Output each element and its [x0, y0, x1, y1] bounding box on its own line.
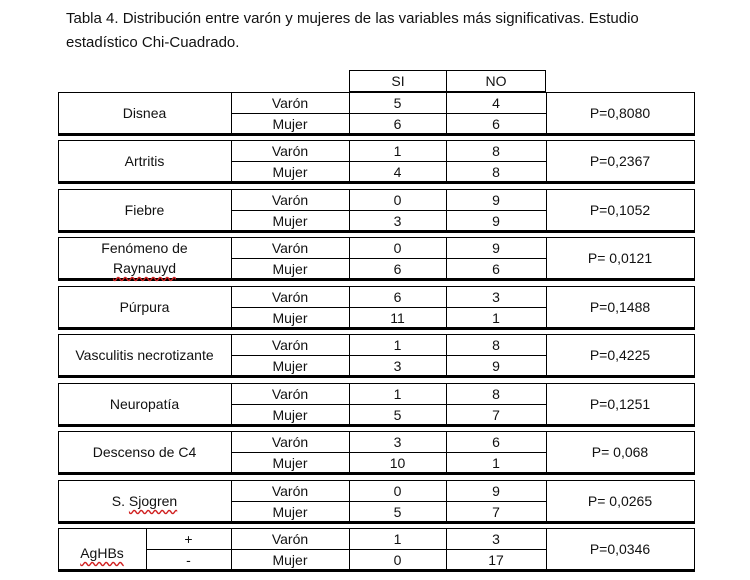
sex-label-varon: Varón — [271, 434, 309, 450]
table-row-block — [58, 383, 695, 427]
count-no-mujer: 7 — [492, 407, 500, 423]
variable-name-main: Sjogren — [128, 493, 178, 509]
caption-line-2: estadístico Chi-Cuadrado. — [66, 34, 240, 51]
sex-label-varon: Varón — [271, 240, 309, 256]
sex-label-mujer: Mujer — [272, 455, 308, 471]
sex-label-mujer: Mujer — [272, 213, 308, 229]
table-row-block — [58, 286, 695, 330]
count-no-varon: 3 — [492, 289, 500, 305]
count-si-mujer: 10 — [389, 455, 406, 471]
count-no-varon: 4 — [492, 95, 500, 111]
cell-border — [694, 189, 695, 233]
count-si-mujer: 0 — [393, 552, 402, 568]
table-row-block — [58, 237, 695, 281]
cell-border — [694, 237, 695, 281]
count-no-varon: 8 — [492, 337, 500, 353]
count-si-mujer: 11 — [390, 310, 405, 326]
count-no-varon: 9 — [492, 483, 500, 499]
sex-label-varon: Varón — [271, 531, 309, 547]
p-value: P=0,4225 — [589, 347, 651, 363]
count-no-mujer: 7 — [492, 504, 500, 520]
sex-label-mujer: Mujer — [272, 407, 308, 423]
count-no-mujer: 6 — [492, 116, 500, 132]
variable-name: Artritis — [124, 153, 165, 169]
variable-name: Púrpura — [119, 299, 170, 315]
header-si: SI — [349, 70, 447, 92]
p-value: P=0,1488 — [589, 299, 651, 315]
count-si-mujer: 6 — [393, 116, 402, 132]
cell-border — [694, 383, 695, 427]
sex-label-mujer: Mujer — [272, 261, 308, 277]
p-value: P=0,0346 — [589, 541, 651, 557]
cell-border — [694, 431, 695, 475]
sex-label-mujer: Mujer — [272, 116, 308, 132]
p-value: P= 0,0121 — [587, 250, 653, 266]
count-si-mujer: 4 — [393, 164, 402, 180]
sex-label-varon: Varón — [271, 192, 309, 208]
cell-border — [694, 92, 695, 136]
sex-label-mujer: Mujer — [272, 552, 308, 568]
cell-border — [694, 286, 695, 330]
count-no-mujer: 8 — [492, 164, 500, 180]
table-row-block — [58, 431, 695, 475]
count-si-varon: 5 — [393, 95, 402, 111]
count-si-varon: 1 — [393, 337, 402, 353]
count-si-varon: 0 — [393, 240, 402, 256]
sub-label-minus: - — [186, 551, 191, 568]
table-row-block — [58, 92, 695, 136]
variable-name: Descenso de C4 — [92, 444, 197, 460]
cell-border — [694, 480, 695, 524]
sex-label-mujer: Mujer — [272, 310, 308, 326]
sex-label-mujer: Mujer — [272, 504, 308, 520]
sex-label-varon: Varón — [271, 95, 309, 111]
variable-name: Fiebre — [124, 202, 165, 218]
header-no: NO — [446, 70, 546, 92]
count-no-mujer: 6 — [492, 261, 500, 277]
count-si-mujer: 5 — [393, 407, 402, 423]
cell-border — [694, 140, 695, 184]
sex-label-varon: Varón — [271, 337, 309, 353]
count-no-varon: 9 — [492, 240, 500, 256]
count-no-varon: 9 — [492, 192, 500, 208]
count-no-mujer: 1 — [492, 455, 500, 471]
count-no-varon: 6 — [492, 434, 500, 450]
count-no-mujer: 9 — [492, 213, 500, 229]
variable-name: Neuropatía — [109, 396, 180, 412]
count-si-mujer: 6 — [393, 261, 402, 277]
variable-name — [58, 538, 146, 568]
count-no-mujer: 1 — [492, 310, 500, 326]
cell-border — [694, 528, 695, 572]
p-value: P=0,1052 — [589, 202, 651, 218]
count-no-mujer: 17 — [488, 552, 504, 568]
variable-name: Disnea — [122, 105, 167, 121]
p-value: P= 0,0265 — [587, 493, 653, 509]
sex-label-varon: Varón — [271, 483, 309, 499]
variable-name-text: AgHBs — [80, 545, 124, 561]
variable-name: Vasculitis necrotizante — [75, 347, 214, 363]
count-si-varon: 3 — [393, 434, 402, 450]
sex-label-varon: Varón — [271, 289, 309, 305]
count-no-varon: 3 — [492, 531, 500, 547]
sex-label-mujer: Mujer — [272, 358, 308, 374]
p-value: P= 0,068 — [591, 444, 649, 460]
count-si-varon: 1 — [393, 531, 402, 547]
table-row-block — [58, 189, 695, 233]
variable-name-line-2: Raynauyd — [112, 260, 177, 276]
p-value: P=0,1251 — [589, 396, 651, 412]
table-row-block — [58, 334, 695, 378]
table-caption — [66, 7, 706, 55]
count-si-mujer: 3 — [393, 213, 402, 229]
count-no-varon: 8 — [492, 143, 500, 159]
count-si-varon: 1 — [393, 143, 402, 159]
count-si-mujer: 5 — [393, 504, 402, 520]
count-no-mujer: 9 — [492, 358, 500, 374]
count-si-varon: 0 — [393, 192, 402, 208]
variable-name-prefix: S. — [111, 493, 129, 509]
variable-name — [58, 480, 231, 522]
count-no-varon: 8 — [492, 386, 500, 402]
sex-label-varon: Varón — [271, 143, 309, 159]
sub-label-plus: + — [184, 530, 193, 547]
table-row-block — [58, 480, 695, 524]
count-si-mujer: 3 — [393, 358, 402, 374]
table-row-block — [58, 528, 695, 572]
table-row-block — [58, 140, 695, 184]
sex-label-varon: Varón — [271, 386, 309, 402]
count-si-varon: 6 — [393, 289, 402, 305]
caption-line-1: Tabla 4. Distribución entre varón y mujeres de las variables más significativas. Estudio — [66, 10, 639, 27]
variable-name — [58, 237, 231, 279]
cell-border — [694, 334, 695, 378]
sex-label-mujer: Mujer — [272, 164, 308, 180]
count-si-varon: 0 — [393, 483, 402, 499]
variable-name-line-1: Fenómeno de — [101, 240, 188, 256]
p-value: P=0,8080 — [589, 105, 651, 121]
p-value: P=0,2367 — [589, 153, 651, 169]
count-si-varon: 1 — [393, 386, 402, 402]
